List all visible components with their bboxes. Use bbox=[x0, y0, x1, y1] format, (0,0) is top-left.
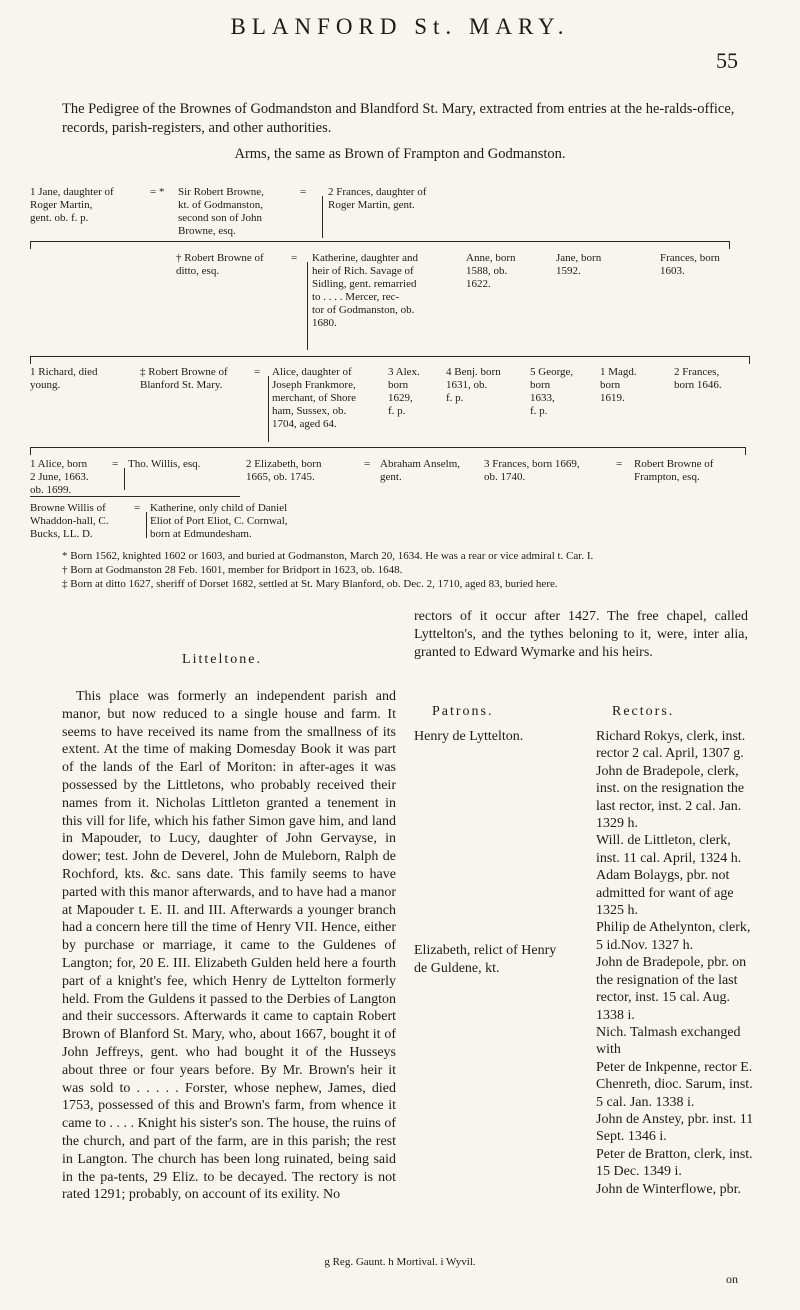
ped-george: 5 George, born 1633, f. p. bbox=[530, 366, 574, 417]
ped-katherine-savage: Katherine, daughter and heir of Rich. Savage of Sidling, gent. remarried to . . . . Mercer, rec- tor of Godmanston, ob. 1680. bbox=[312, 252, 418, 329]
ped-marriage-sign: = bbox=[300, 186, 307, 198]
ped-benj: 4 Benj. born 1631, ob. f. p. bbox=[446, 366, 501, 404]
rector-entry: John de Bradepole, pbr. on the resignation of the last rector, inst. 15 cal. Aug. 1338 i. bbox=[596, 955, 747, 1023]
ped-jane-martin: 1 Jane, daughter of Roger Martin, gent. ob. f. p. bbox=[30, 186, 114, 224]
patron-entry: Elizabeth, relict of Henry de Guldene, kt. bbox=[414, 943, 557, 976]
ped-connector bbox=[749, 356, 750, 364]
rector-entry: Adam Bolaygs, pbr. not admitted for want of age 1325 h. bbox=[596, 868, 734, 919]
ped-katherine-eliot: Katherine, only child of Daniel Eliot of Port Eliot, C. Cornwal, born at Edmundesham. bbox=[150, 502, 288, 540]
rector-entry: John de Bradepole, clerk, inst. on the resignation the last rector, inst. 2 cal. Jan. 1329 h. bbox=[596, 763, 745, 832]
ped-sir-robert: Sir Robert Browne, kt. of Godmanston, second son of John Browne, esq. bbox=[178, 186, 264, 237]
ped-connector bbox=[30, 356, 31, 364]
ped-alex: 3 Alex. born 1629, f. p. bbox=[388, 366, 420, 417]
page-number: 55 bbox=[716, 48, 738, 73]
ped-frances-1669: 3 Frances, born 1669, ob. 1740. bbox=[484, 458, 580, 483]
ped-frances-martin: 2 Frances, daughter of Roger Martin, gent. bbox=[328, 186, 427, 211]
ped-connector bbox=[307, 262, 308, 350]
ped-elizabeth: 2 Elizabeth, born 1665, ob. 1745. bbox=[246, 458, 322, 483]
rector-entry: John de Anstey, pbr. inst. 11 Sept. 1346 i. bbox=[596, 1111, 754, 1145]
ped-connector bbox=[322, 196, 323, 238]
running-head: BLANFORD St. MARY. bbox=[230, 14, 570, 39]
rectors-list bbox=[596, 728, 756, 1198]
ped-descent-line bbox=[30, 241, 730, 242]
ped-abraham-anselm: Abraham Anselm, gent. bbox=[380, 458, 461, 483]
ped-richard: 1 Richard, died young. bbox=[30, 366, 98, 391]
ped-marriage-sign: = bbox=[254, 366, 261, 378]
ped-connector bbox=[30, 447, 31, 455]
ped-robert-frampton: Robert Browne of Frampton, esq. bbox=[634, 458, 714, 483]
ped-alice-1663: 1 Alice, born 2 June, 1663. ob. 1699. bbox=[30, 458, 89, 496]
footnotes: g Reg. Gaunt. h Mortival. i Wyvil. bbox=[324, 1256, 476, 1268]
pedigree-notes bbox=[62, 549, 738, 591]
rector-entry: Peter de Bratton, clerk, inst. 15 Dec. 1349 i. bbox=[596, 1146, 753, 1180]
ped-descent-line bbox=[30, 356, 750, 357]
ped-jane: Jane, born 1592. bbox=[556, 252, 602, 277]
catchword: on bbox=[726, 1272, 738, 1286]
ped-connector bbox=[124, 468, 125, 490]
rector-entry: Nich. Talmash exchanged with bbox=[596, 1024, 741, 1058]
ped-descent-line bbox=[30, 496, 240, 497]
rector-entry: Philip de Athelynton, clerk, 5 id.Nov. 1327 h. bbox=[596, 920, 751, 953]
rector-entry: Will. de Littleton, clerk, inst. 11 cal. April, 1324 h. bbox=[596, 833, 742, 866]
ped-connector bbox=[30, 241, 31, 249]
rector-entry: John de Winterflowe, pbr. bbox=[596, 1181, 741, 1197]
ped-alice-frankmore: Alice, daughter of Joseph Frankmore, merchant, of Shore ham, Sussex, ob. 1704, aged 64. bbox=[272, 366, 356, 430]
ped-marriage-sign: = * bbox=[150, 186, 165, 198]
patron-entry: Henry de Lyttelton. bbox=[414, 729, 524, 744]
pedigree-note: * Born 1562, knighted 1602 or 1603, and buried at Godmanston, March 20, 1634. He was a rear or vice admiral t. Car. I. bbox=[62, 550, 594, 562]
ped-marriage-sign: = bbox=[364, 458, 371, 470]
ped-frances: Frances, born 1603. bbox=[660, 252, 720, 277]
ped-marriage-sign: = bbox=[134, 502, 141, 514]
ped-frances-2: 2 Frances, born 1646. bbox=[674, 366, 722, 391]
pedigree-note: † Born at Godmanston 28 Feb. 1601, member for Bridport in 1623, ob. 1648. bbox=[62, 564, 403, 576]
ped-connector bbox=[268, 376, 269, 442]
ped-marriage-sign: = bbox=[112, 458, 119, 470]
ped-marriage-sign: = bbox=[291, 252, 298, 264]
arms-line: Arms, the same as Brown of Frampton and Godmanston. bbox=[234, 146, 566, 162]
ped-magd: 1 Magd. born 1619. bbox=[600, 366, 637, 404]
section-title: Litteltone. bbox=[182, 652, 262, 667]
ped-connector bbox=[729, 241, 730, 249]
rector-entry: Peter de Inkpenne, rector E. Chenreth, dioc. Sarum, inst. 5 cal. Jan. 1338 i. bbox=[596, 1059, 753, 1110]
rectors-heading: Rectors. bbox=[612, 704, 675, 719]
ped-connector bbox=[146, 512, 147, 538]
rector-entry: Richard Rokys, clerk, inst. rector 2 cal. April, 1307 g. bbox=[596, 729, 746, 762]
ped-tho-willis: Tho. Willis, esq. bbox=[128, 458, 201, 470]
pedigree-note: ‡ Born at ditto 1627, sheriff of Dorset 1682, settled at St. Mary Blanford, ob. Dec. 2, 1710, aged 83, buried here. bbox=[62, 578, 558, 590]
patrons-heading: Patrons. bbox=[432, 704, 494, 719]
left-column-text: This place was formerly an independent parish and manor, but now reduced to a single house and farm. It seems to have received its name from the smallness of its extent. At the time of making Domesday Book it was part of the lands of the Earl of Moriton: in after-ages it was possessed by the Littletons, who probably received their names from it. Nicholas Littleton granted a tenement in this vill for life, which his father Simon gave him, and land in Mapouder, to Lucy, daughter of John Gervayse, in dower; test. John de Deverel, John de Muleborn, Ralph de Rochford, kts. &c. sans date. This family seems to have parted with this manor afterwards, and to have had a manor at Mapouder t. E. II. and III. Afterwards a younger branch had a concern here till the time of Henry VII. Hence, either by purchase or marriage, it came to the Guldenes of Langton; for, 20 E. III. Elizabeth Gulden held here a fourth part of a knight's fee, which Henry de Lyttelton formerly held. From the Guldens it passed to the Derbies of Langton and their successors. Afterwards it came to captain Robert Brown of Blanford St. Mary, who, about 1667, bought it of John Jeffreys, gent. who had bought it of the Husseys about three or four years before. By Mr. Brown's heir it was sold to . . . . . Forster, whose nephew, James, died 1753, possessed of this and Brown's farm, from whence it came to . . . . Knight his sister's son. The house, the ruins of the church, and part of the farm, are in this parish; the rest in Langton. The church has been long ruinated, being said in the pa-tents, 29 Eliz. to be decayed. The rectory is not rated 1291; probably, on account of its exility. No bbox=[62, 689, 396, 1203]
ped-marriage-sign: = bbox=[616, 458, 623, 470]
ped-connector bbox=[745, 447, 746, 455]
ped-descent-line bbox=[30, 447, 746, 448]
ped-browne-willis: Browne Willis of Whaddon-hall, C. Bucks, LL. D. bbox=[30, 502, 109, 540]
right-column-intro: rectors of it occur after 1427. The free chapel, called Lyttelton's, and the tythes beloning to it, were, inter alia, granted to Edward Wymarke and his heirs. bbox=[414, 609, 748, 660]
ped-anne: Anne, born 1588, ob. 1622. bbox=[466, 252, 516, 290]
pedigree-intro: The Pedigree of the Brownes of Godmandston and Blandford St. Mary, extracted from entries at the he-ralds-office, records, parish-registers, and other authorities. bbox=[62, 101, 735, 136]
ped-robert-blanford: ‡ Robert Browne of Blanford St. Mary. bbox=[140, 366, 228, 391]
ped-robert-ditto: † Robert Browne of ditto, esq. bbox=[176, 252, 264, 277]
